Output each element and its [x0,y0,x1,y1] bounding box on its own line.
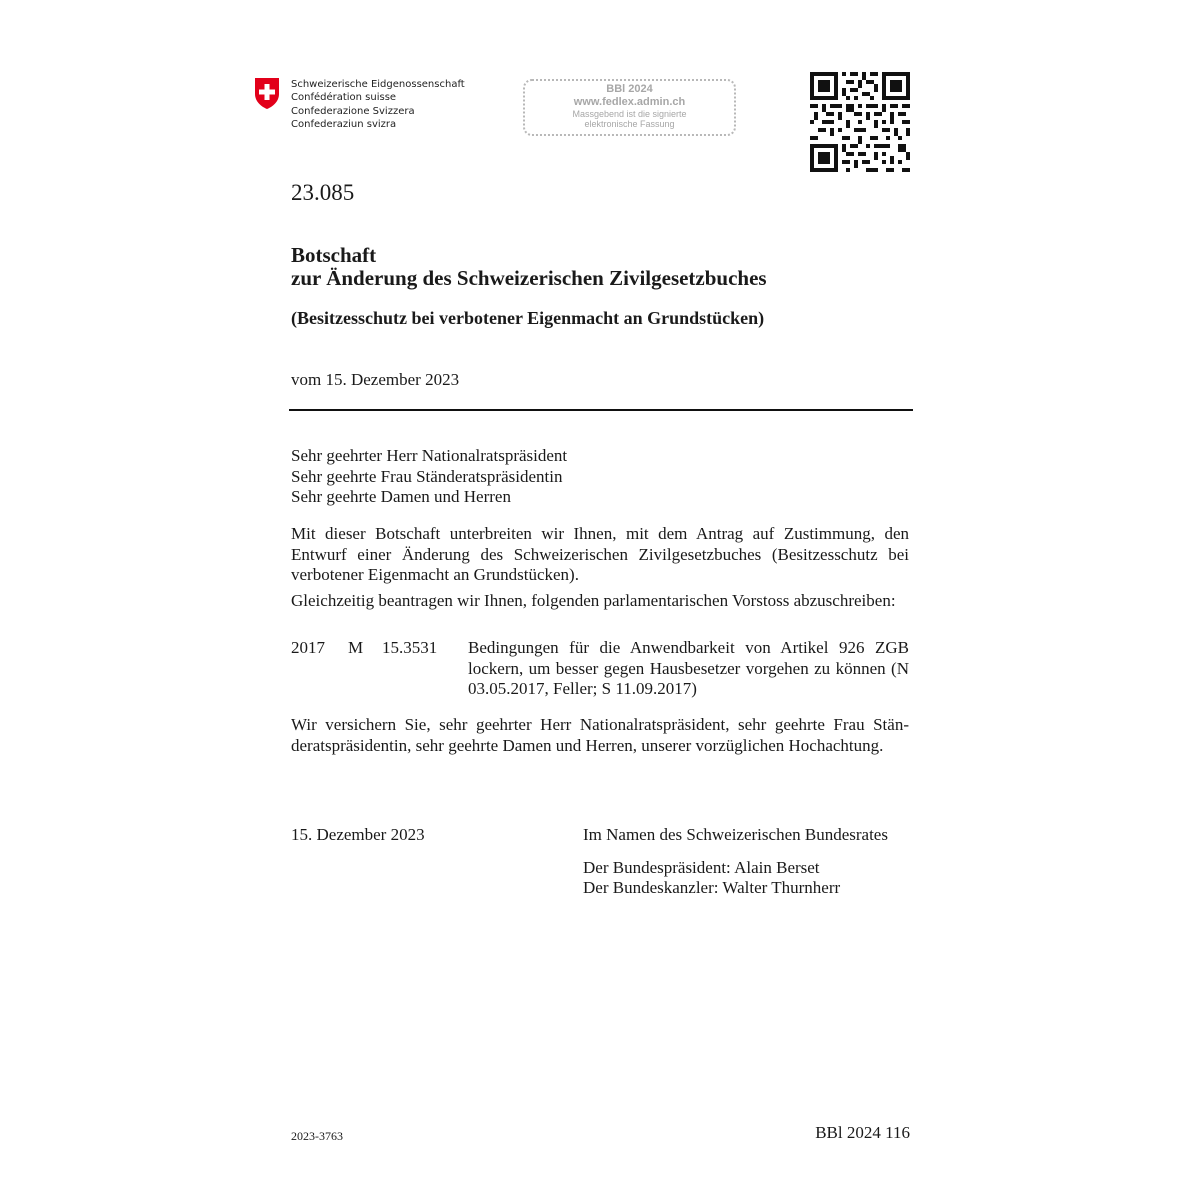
footer-page-reference: BBl 2024 116 [815,1123,910,1142]
title-line-1: Botschaft [291,243,377,267]
motion-title: Bedingungen für die Anwendbarkeit von Artikel 926 ZGB lockern, um besser gegen Hausbesetzer vorgehen zu können (N 03.05.2017, Feller; S 11.09.2017) [468,638,909,698]
federal-administration-names [291,78,465,131]
document-subtitle: (Besitzesschutz bei verbotener Eigenmacht an Grundstücken) [291,308,765,328]
stamp-reference: BBl 2024 [606,83,653,95]
org-name-de: Schweizerische Eidgenossenschaft [291,79,465,90]
qr-code-icon [810,72,910,172]
motion-year: 2017 [291,638,325,657]
intro-paragraph: Mit dieser Botschaft unterbreiten wir Ihnen, mit dem Antrag auf Zustimmung, den Entwurf einer Änderung des Schweizerischen Zivilgesetzbuches (Besitzesschutz bei verbotener Eigenmacht an Grundstücken). [291,524,909,584]
motion-type: M [348,638,364,657]
official-publication-stamp [523,79,736,136]
salutation-line: Sehr geehrte Frau Ständeratspräsidentin [291,466,563,486]
signature-president: Der Bundespräsident: Alain Berset [583,857,820,877]
stamp-note-2: elektronische Fassung [584,119,675,129]
salutation [291,446,567,508]
footer-document-id: 2023-3763 [291,1129,343,1143]
org-name-it: Confederazione Svizzera [291,105,415,117]
motion-request-paragraph: Gleichzeitig beantragen wir Ihnen, folgenden parlamentarischen Vorstoss abzuschreiben: [291,591,896,610]
salutation-line: Sehr geehrter Herr Nationalratspräsident [291,446,568,465]
org-name-rm: Confederaziun svizra [291,118,397,130]
business-number: 23.085 [291,180,355,205]
document-date: vom 15. Dezember 2023 [291,370,460,389]
signature-date: 15. Dezember 2023 [291,825,425,844]
swiss-coat-of-arms-icon [253,77,281,110]
signature-block [583,825,888,899]
stamp-url: www.fedlex.admin.ch [573,96,686,108]
title-divider [289,409,913,411]
stamp-note-1: Massgebend ist die signierte [572,109,687,119]
title-line-2: zur Änderung des Schweizerischen Zivilgesetzbuches [291,266,767,290]
closing-paragraph: Wir versichern Sie, sehr geehrter Herr Nationalratspräsident, sehr geehrte Frau Ständeratspräsidentin, sehr geehrte Damen und Herren, unserer vorzüglichen Hochachtung. [291,715,909,755]
org-name-fr: Confédération suisse [291,92,397,104]
signature-chancellor: Der Bundeskanzler: Walter Thurnherr [583,878,841,897]
signature-on-behalf: Im Namen des Schweizerischen Bundesrates [583,825,888,844]
salutation-line: Sehr geehrte Damen und Herren [291,487,511,506]
document-title [291,244,767,291]
motion-number: 15.3531 [382,638,438,657]
